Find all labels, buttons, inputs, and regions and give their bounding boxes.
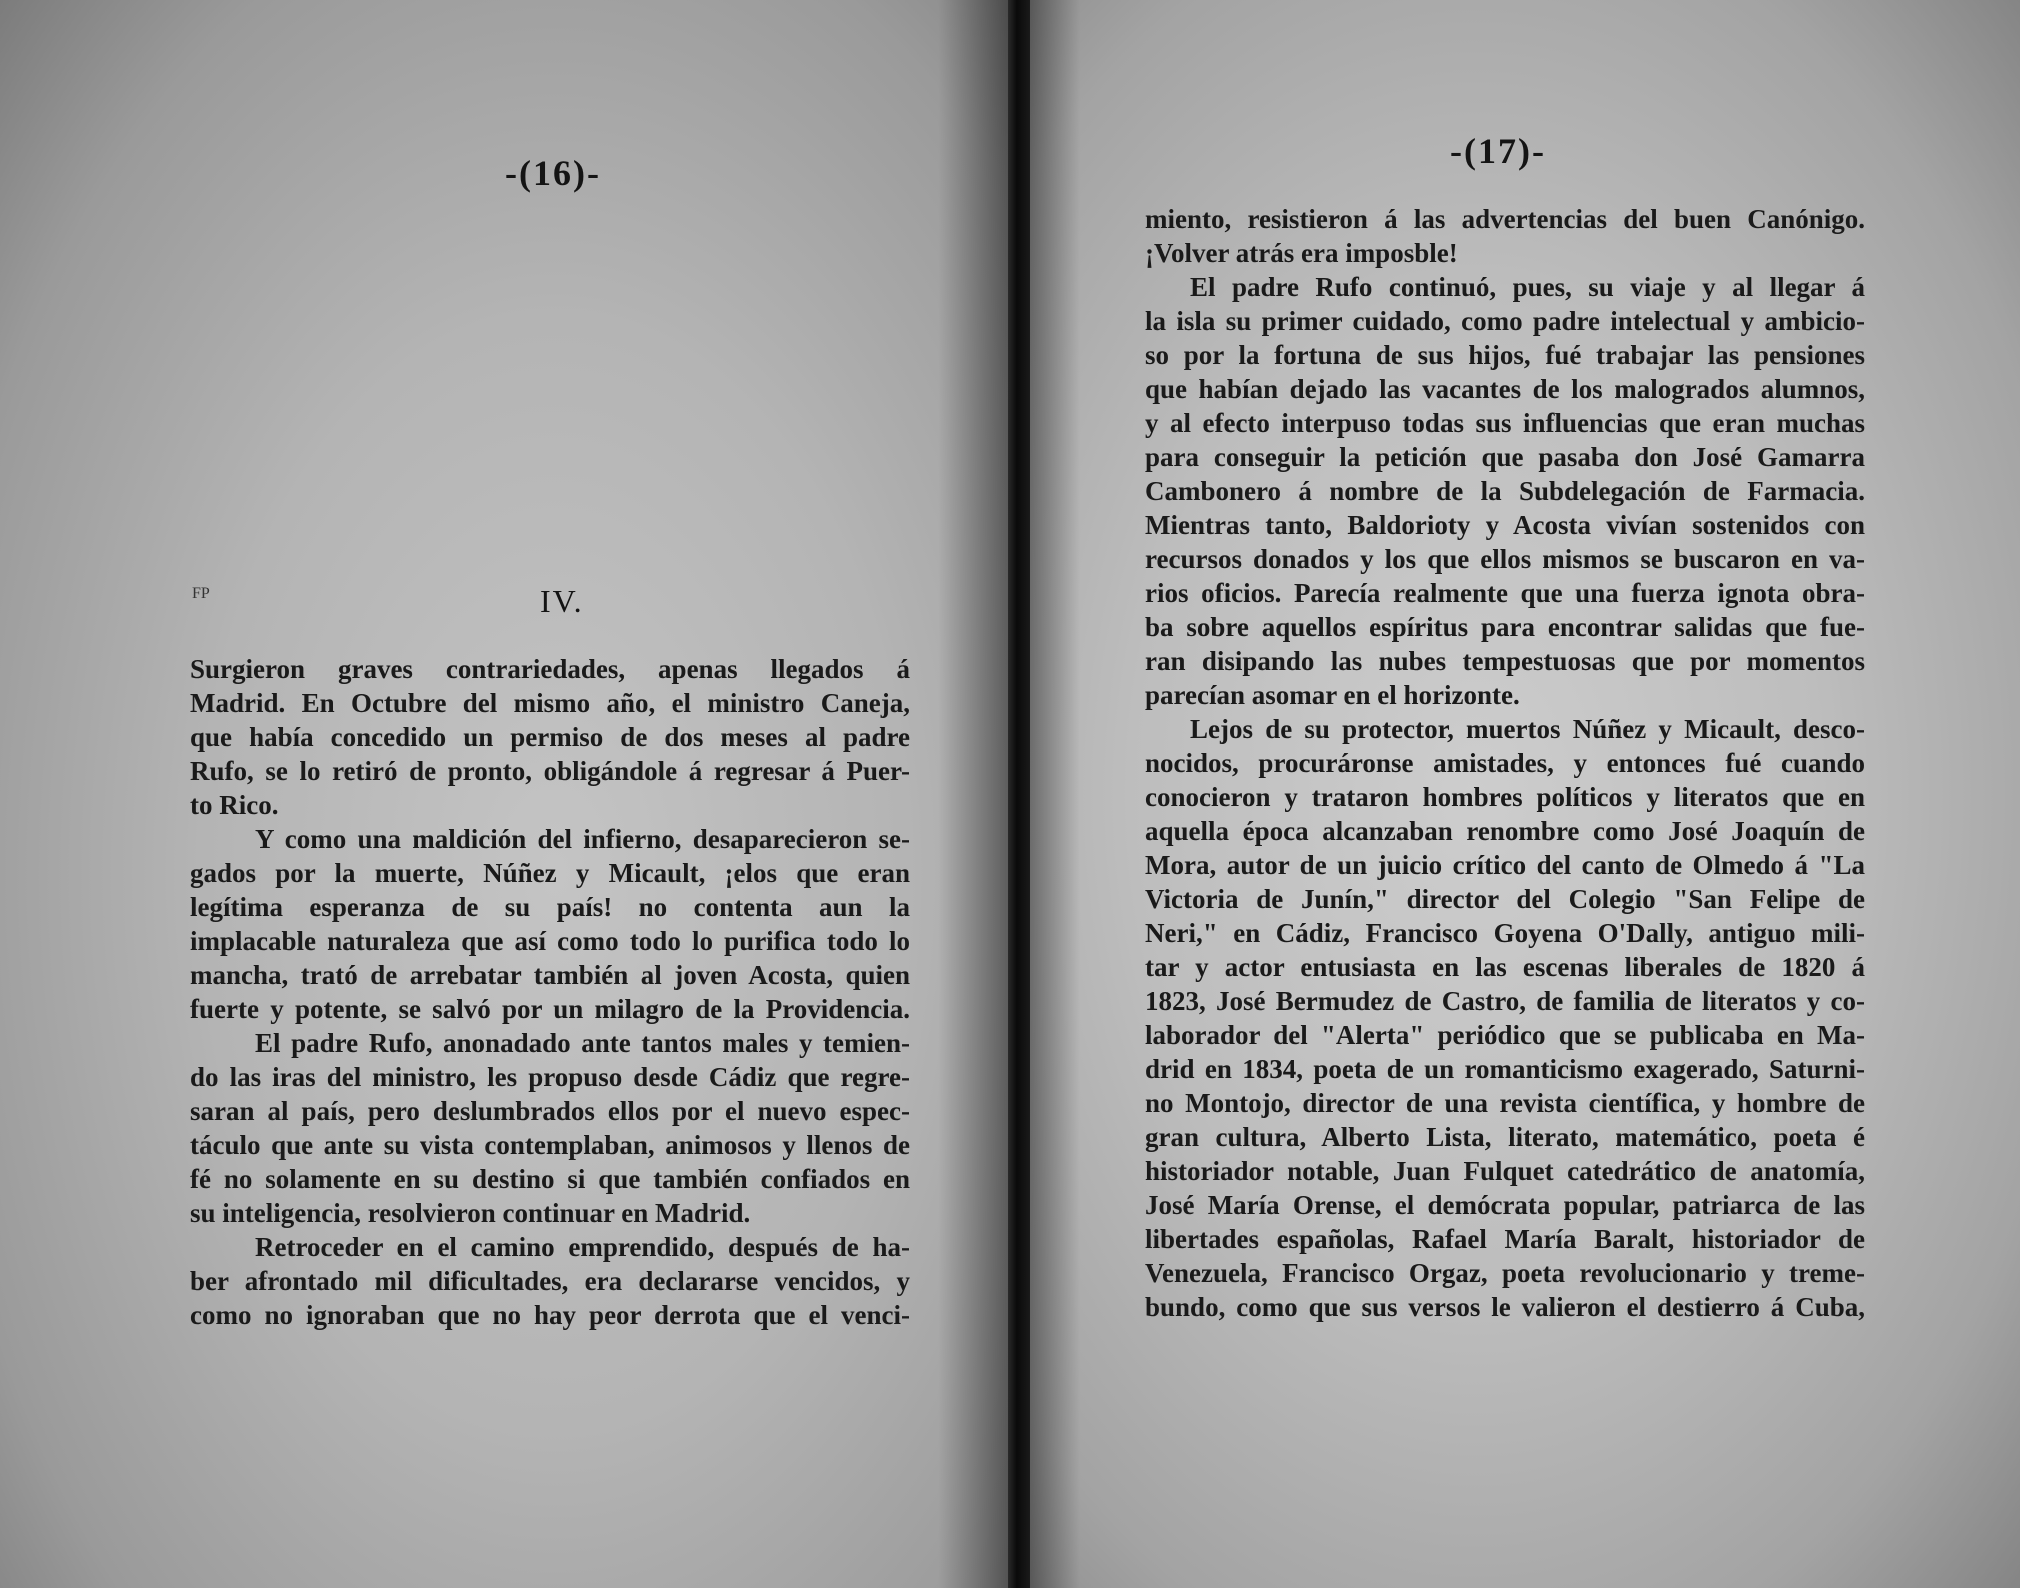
text-line: fé no solamente en su destino si que también confiados en (190, 1164, 910, 1194)
right-page (1030, 0, 2020, 1588)
text-line: laborador del "Alerta" periódico que se publicaba en Ma- (1145, 1020, 1865, 1050)
text-line: tar y actor entusiasta en las escenas liberales de 1820 á (1145, 952, 1865, 982)
text-line: Surgieron graves contrariedades, apenas llegados á (190, 654, 910, 684)
text-line: do las iras del ministro, les propuso desde Cádiz que regre- (190, 1062, 910, 1092)
text-line: libertades españolas, Rafael María Baralt, historiador de (1145, 1224, 1865, 1254)
text-line: que habían dejado las vacantes de los malogrados alumnos, (1145, 374, 1865, 404)
right-gutter-shadow (1030, 0, 1080, 1588)
text-line: como no ignoraban que no hay peor derrota que el venci- (190, 1300, 910, 1330)
text-line: la isla su primer cuidado, como padre intelectual y ambicio- (1145, 306, 1865, 336)
text-line: implacable naturaleza que así como todo lo purifica todo lo (190, 926, 910, 956)
text-line: y al efecto interpuso todas sus influencias que eran muchas (1145, 408, 1865, 438)
text-line: El padre Rufo continuó, pues, su viaje y al llegar á (1190, 272, 1865, 302)
text-line: Victoria de Junín," director del Colegio "San Felipe de (1145, 884, 1865, 914)
text-line: mancha, trató de arrebatar también al joven Acosta, quien (190, 960, 910, 990)
text-line: Madrid. En Octubre del mismo año, el ministro Caneja, (190, 688, 910, 718)
text-line: ba sobre aquellos espíritus para encontrar salidas que fue- (1145, 612, 1865, 642)
text-line: fuerte y potente, se salvó por un milagro de la Providencia. (190, 994, 910, 1024)
text-line: José María Orense, el demócrata popular, patriarca de las (1145, 1190, 1865, 1220)
text-line: ¡Volver atrás era imposble! (1145, 238, 1458, 268)
text-line: táculo que ante su vista contemplaban, animosos y llenos de (190, 1130, 910, 1160)
left-page (0, 0, 1008, 1588)
text-line: Venezuela, Francisco Orgaz, poeta revolucionario y treme- (1145, 1258, 1865, 1288)
text-line: Rufo, se lo retiró de pronto, obligándole á regresar á Puer- (190, 756, 910, 786)
text-line: so por la fortuna de sus hijos, fué trabajar las pensiones (1145, 340, 1865, 370)
text-line: gados por la muerte, Núñez y Micault, ¡elos que eran (190, 858, 910, 888)
text-line: to Rico. (190, 790, 279, 820)
right-page-number: -(17)- (1450, 131, 1546, 171)
text-line: 1823, José Bermudez de Castro, de familia de literatos y co- (1145, 986, 1865, 1016)
left-gutter-shadow (938, 0, 1008, 1588)
text-line: Y como una maldición del infierno, desaparecieron se- (255, 824, 910, 854)
text-line: ran disipando las nubes tempestuosas que por momentos (1145, 646, 1865, 676)
text-line: Retroceder en el camino emprendido, después de ha- (255, 1232, 910, 1262)
text-line: El padre Rufo, anonadado ante tantos males y temien- (255, 1028, 910, 1058)
text-line: Cambonero á nombre de la Subdelegación de Farmacia. (1145, 476, 1865, 506)
text-line: su inteligencia, resolvieron continuar en Madrid. (190, 1198, 751, 1228)
text-line: para conseguir la petición que pasaba don José Gamarra (1145, 442, 1865, 472)
text-line: rios oficios. Parecía realmente que una fuerza ignota obra- (1145, 578, 1865, 608)
text-line: ber afrontado mil dificultades, era declararse vencidos, y (190, 1266, 910, 1296)
text-line: conocieron y trataron hombres políticos y literatos que en (1145, 782, 1865, 812)
left-page-number: -(16)- (505, 153, 601, 193)
text-line: nocidos, procuráronse amistades, y entonces fué cuando (1145, 748, 1865, 778)
text-line: drid en 1834, poeta de un romanticismo exagerado, Saturni- (1145, 1054, 1865, 1084)
chapter-heading: IV. (540, 583, 584, 619)
text-line: bundo, como que sus versos le valieron el destierro á Cuba, (1145, 1292, 1865, 1322)
text-line: Lejos de su protector, muertos Núñez y Micault, desco- (1190, 714, 1865, 744)
text-line: legítima esperanza de su país! no contenta aun la (190, 892, 910, 922)
text-line: Neri," en Cádiz, Francisco Goyena O'Dally, antiguo mili- (1145, 918, 1865, 948)
text-line: Mora, autor de un juicio crítico del canto de Olmedo á "La (1145, 850, 1865, 880)
text-line: saran al país, pero deslumbrados ellos por el nuevo espec- (190, 1096, 910, 1126)
text-line: gran cultura, Alberto Lista, literato, matemático, poeta é (1145, 1122, 1865, 1152)
text-line: que había concedido un permiso de dos meses al padre (190, 722, 910, 752)
book-gutter (1008, 0, 1030, 1588)
text-line: Mientras tanto, Baldorioty y Acosta vivían sostenidos con (1145, 510, 1865, 540)
text-line: parecían asomar en el horizonte. (1145, 680, 1520, 710)
margin-mark: FP (192, 585, 210, 602)
text-line: recursos donados y los que ellos mismos se buscaron en va- (1145, 544, 1865, 574)
text-line: no Montojo, director de una revista científica, y hombre de (1145, 1088, 1865, 1118)
text-line: historiador notable, Juan Fulquet catedrático de anatomía, (1145, 1156, 1865, 1186)
text-line: aquella época alcanzaban renombre como José Joaquín de (1145, 816, 1865, 846)
text-line: miento, resistieron á las advertencias del buen Canónigo. (1145, 204, 1865, 234)
